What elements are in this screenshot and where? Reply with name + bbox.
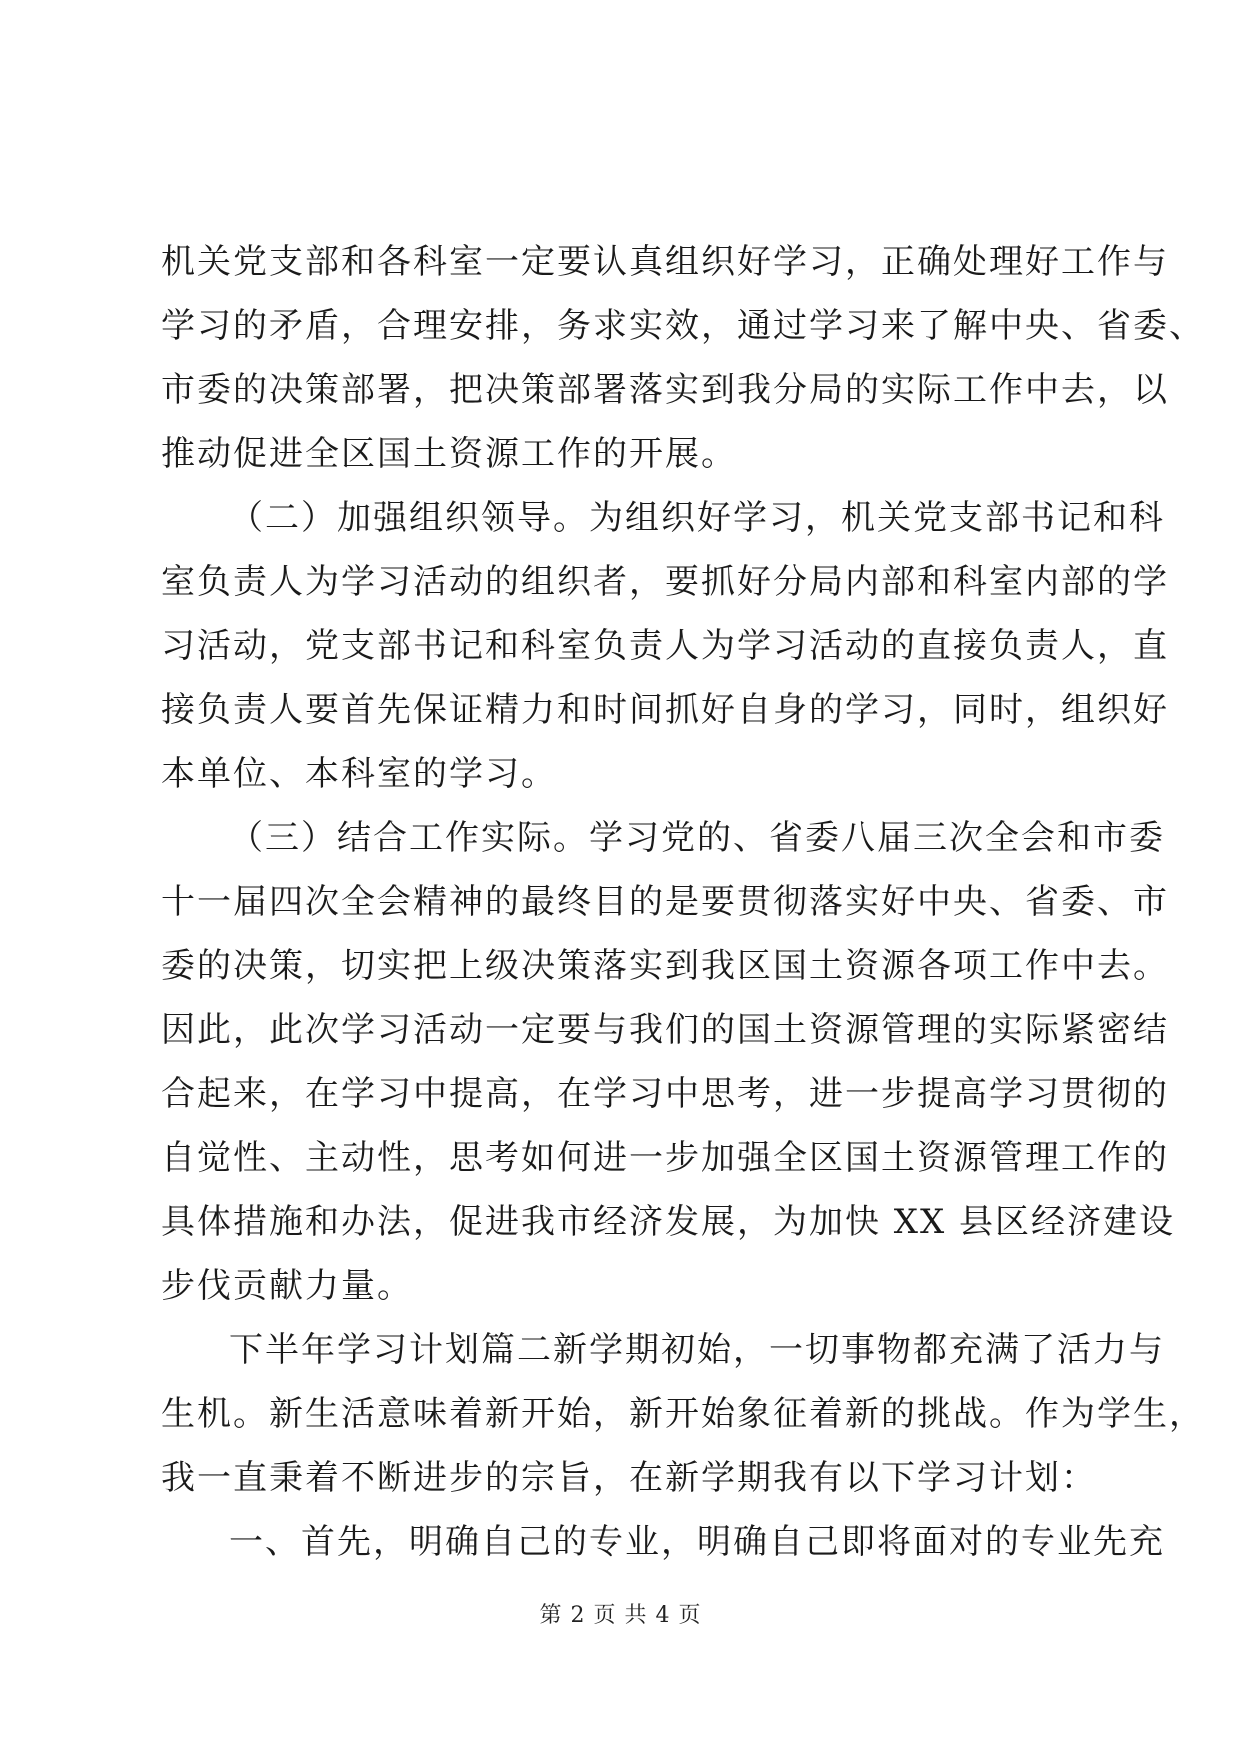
body-line: 习活动，党支部书记和科室负责人为学习活动的直接负责人，直 — [161, 626, 1169, 666]
body-line: 我一直秉着不断进步的宗旨，在新学期我有以下学习计划： — [161, 1458, 1097, 1498]
body-line: （二）加强组织领导。为组织好学习，机关党支部书记和科 — [229, 498, 1165, 538]
body-line: 室负责人为学习活动的组织者，要抓好分局内部和科室内部的学 — [161, 562, 1169, 602]
page-footer: 第 2 页 共 4 页 — [539, 1603, 702, 1628]
body-line: 一、首先，明确自己的专业，明确自己即将面对的专业先充 — [229, 1522, 1165, 1562]
body-line: 步伐贡献力量。 — [161, 1266, 413, 1306]
body-line: 生机。新生活意味着新开始，新开始象征着新的挑战。作为学生， — [161, 1394, 1205, 1434]
body-line: 市委的决策部署，把决策部署落实到我分局的实际工作中去，以 — [161, 370, 1169, 410]
body-line: （三）结合工作实际。学习党的、省委八届三次全会和市委 — [229, 818, 1165, 858]
body-line: 具体措施和办法，促进我市经济发展，为加快 XX 县区经济建设 — [161, 1202, 1176, 1242]
body-line: 合起来，在学习中提高，在学习中思考，进一步提高学习贯彻的 — [161, 1074, 1169, 1114]
body-line: 推动促进全区国土资源工作的开展。 — [161, 434, 737, 474]
body-line: 委的决策，切实把上级决策落实到我区国土资源各项工作中去。 — [161, 946, 1169, 986]
body-line: 十一届四次全会精神的最终目的是要贯彻落实好中央、省委、市 — [161, 882, 1169, 922]
body-line: 下半年学习计划篇二新学期初始，一切事物都充满了活力与 — [229, 1330, 1165, 1370]
body-line: 本单位、本科室的学习。 — [161, 754, 557, 794]
body-line: 接负责人要首先保证精力和时间抓好自身的学习，同时，组织好 — [161, 690, 1169, 730]
document-body — [161, 230, 1205, 1574]
body-line: 学习的矛盾，合理安排，务求实效，通过学习来了解中央、省委、 — [161, 306, 1205, 346]
body-line: 自觉性、主动性，思考如何进一步加强全区国土资源管理工作的 — [161, 1138, 1169, 1178]
body-line: 因此，此次学习活动一定要与我们的国土资源管理的实际紧密结 — [161, 1010, 1169, 1050]
body-line: 机关党支部和各科室一定要认真组织好学习，正确处理好工作与 — [161, 242, 1169, 282]
